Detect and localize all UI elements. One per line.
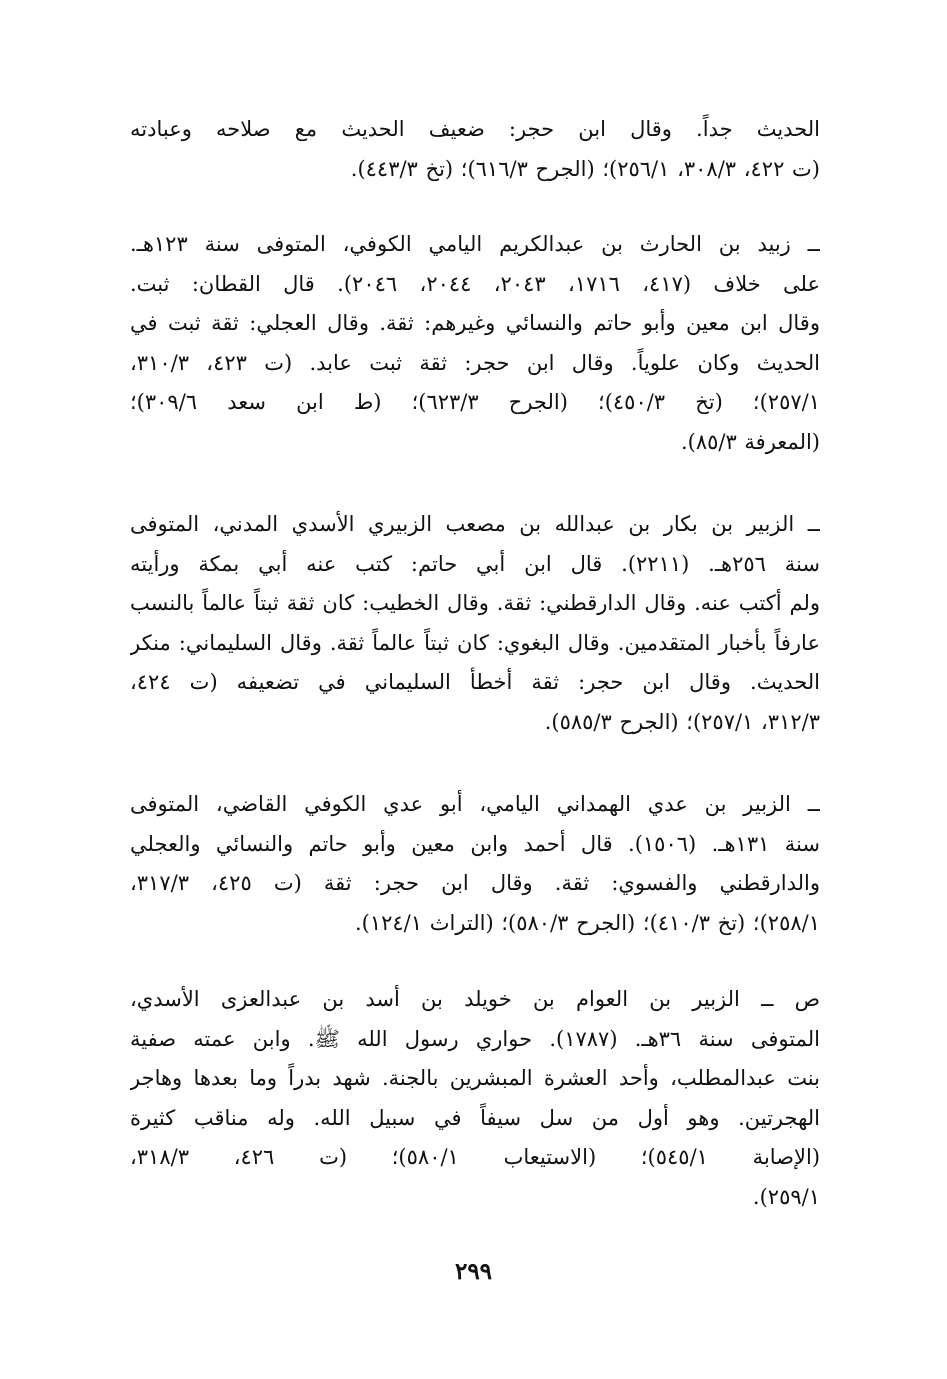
text-line: الحديث جداً. وقال ابن حجر: ضعيف الحديث مع صلاحه وعبادته	[130, 117, 820, 141]
text-line: ٣١٢/٣، ٢٥٧/١)؛ (الجرح ٥٨٥/٣).	[544, 709, 820, 734]
text-line: عارفاً بأخبار المتقدمين. وقال البغوي: كان ثبتاً عالماً ثقة. وقال السليماني: منكر	[130, 630, 820, 655]
text-line: ــ الزبير بن عدي الهمداني اليامي، أبو عدي الكوفي القاضي، المتوفى	[130, 792, 820, 816]
text-line: (الإصابة ٥٤٥/١)؛ (الاستيعاب ٥٨٠/١)؛ (ت ٤٢٦، ٣١٨/٣،	[130, 1145, 820, 1169]
text-line: ٢٥٨/١)؛ (تخ ٤١٠/٣)؛ (الجرح ٥٨٠/٣)؛ (التراث ١٢٤/١).	[354, 910, 820, 935]
text-line: الحديث وكان علوياً. وقال ابن حجر: ثقة ثبت عابد. (ت ٤٢٣، ٣١٠/٣،	[130, 350, 820, 375]
entry-al-zubayr-ibn-al-awwam	[130, 980, 820, 1217]
text-line: (المعرفة ٨٥/٣).	[680, 429, 820, 454]
entry-al-zubayr-ibn-bakkar	[130, 505, 820, 742]
text-line: ص ــ الزبير بن العوام بن خويلد بن أسد بن عبدالعزى الأسدي،	[130, 987, 820, 1011]
text-line: بنت عبدالمطلب، وأحد العشرة المبشرين بالجنة. شهد بدراً وما بعدها وهاجر	[130, 1066, 820, 1090]
text-line: ــ الزبير بن بكار بن عبدالله بن مصعب الزبيري الأسدي المدني، المتوفى	[130, 512, 820, 536]
text-line: (ت ٤٢٢، ٣٠٨/٣، ٢٥٦/١)؛ (الجرح ٦١٦/٣)؛ (تخ ٤٤٣/٣).	[350, 156, 820, 181]
text-line: الحديث. وقال ابن حجر: ثقة أخطأ السليماني في تضعيفه (ت ٤٢٤،	[130, 670, 820, 694]
text-line: الهجرتين. وهو أول من سل سيفاً في سبيل الله. وله مناقب كثيرة	[130, 1105, 820, 1130]
text-line: والدارقطني والفسوي: ثقة. وقال ابن حجر: ثقة (ت ٤٢٥، ٣١٧/٣،	[130, 871, 820, 895]
entry-zubayd-ibn-al-harith	[130, 225, 820, 462]
entry-al-zubayr-ibn-adi	[130, 785, 820, 943]
text-line: سنة ١٣١هـ. (١٥٠٦). قال أحمد وابن معين وأبو حاتم والنسائي والعجلي	[130, 831, 820, 856]
text-line: ــ زبيد بن الحارث بن عبدالكريم اليامي الكوفي، المتوفى سنة ١٢٣هـ.	[130, 232, 820, 256]
page-number: ٢٩٩	[454, 1258, 493, 1285]
text-line: سنة ٢٥٦هـ. (٢٢١١). قال ابن أبي حاتم: كتب عنه أبي بمكة ورأيته	[130, 551, 820, 576]
text-line: المتوفى سنة ٣٦هـ. (١٧٨٧). حواري رسول الله ﷺ. وابن عمته صفية	[130, 1026, 820, 1051]
text-line: على خلاف (٤١٧، ١٧١٦، ٢٠٤٣، ٢٠٤٤، ٢٠٤٦). قال القطان: ثبت.	[130, 271, 820, 296]
text-line: ٢٥٩/١).	[752, 1184, 820, 1209]
entry-continuation	[130, 110, 820, 189]
text-line: وقال ابن معين وأبو حاتم والنسائي وغيرهم: ثقة. وقال العجلي: ثقة ثبت في	[130, 311, 820, 335]
text-line: ٢٥٧/١)؛ (تخ ٤٥٠/٣)؛ (الجرح ٦٢٣/٣)؛ (ط ابن سعد ٣٠٩/٦)؛	[130, 390, 820, 414]
text-line: ولم أكتب عنه. وقال الدارقطني: ثقة. وقال الخطيب: كان ثقة ثبتاً عالماً بالنسب	[130, 591, 820, 615]
